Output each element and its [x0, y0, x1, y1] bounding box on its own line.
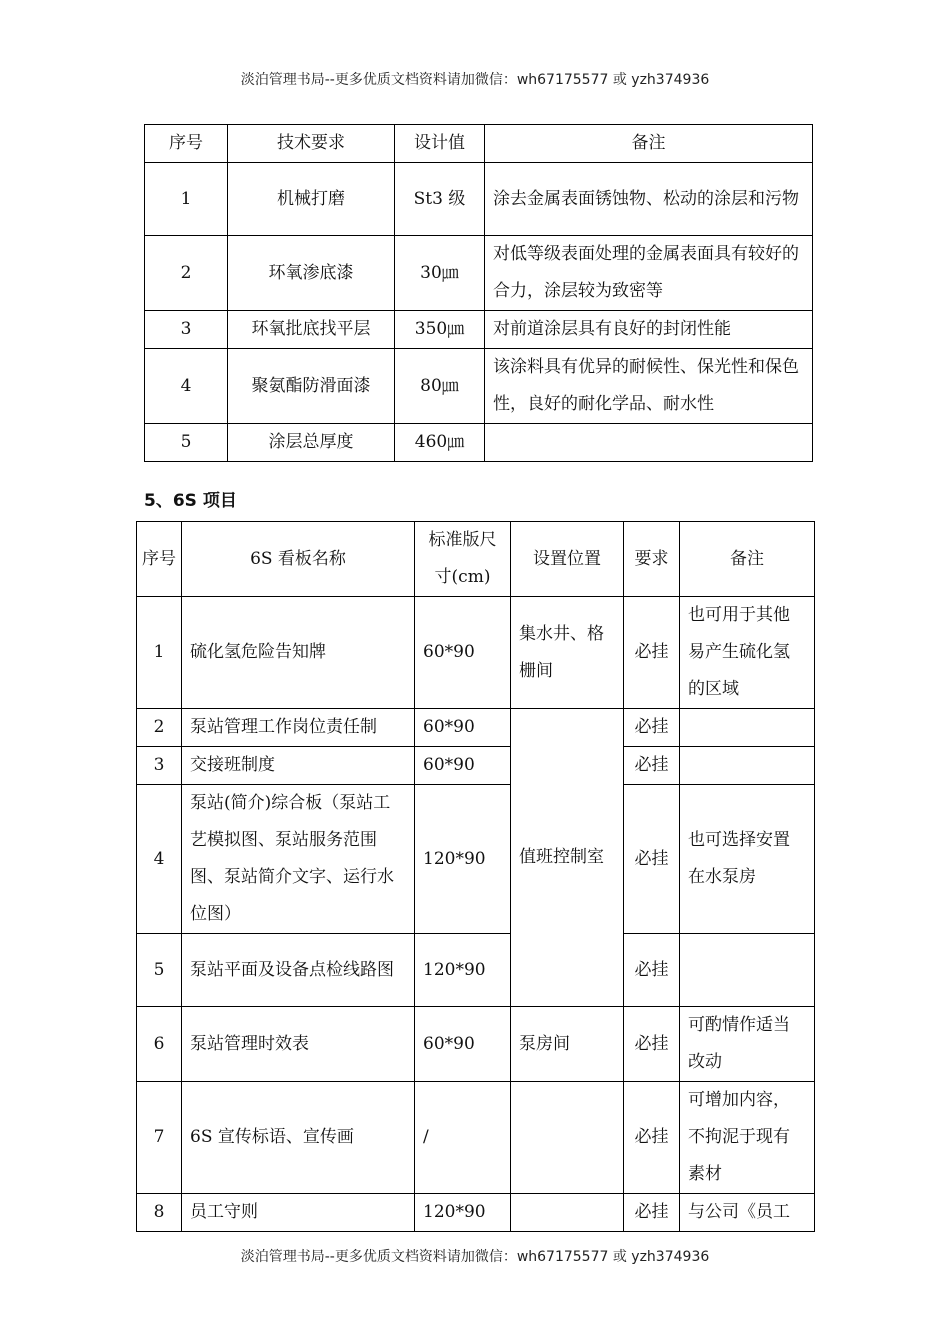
requirement: 必挂 — [624, 785, 680, 934]
board-size: 60*90 — [415, 747, 511, 785]
remark: 也可选择安置在水泵房 — [680, 785, 815, 934]
requirement: 必挂 — [624, 934, 680, 1007]
remark — [680, 709, 815, 747]
board-size: / — [415, 1082, 511, 1194]
col-header: 设计值 — [395, 125, 485, 163]
table-row — [137, 934, 815, 1007]
requirement: 必挂 — [624, 1007, 680, 1082]
col-header: 设置位置 — [511, 522, 624, 597]
col-header: 序号 — [137, 522, 182, 597]
remark: 该涂料具有优异的耐候性、保光性和保色性，良好的耐化学品、耐水性 — [485, 349, 813, 424]
board-size: 120*90 — [415, 934, 511, 1007]
row-number: 4 — [137, 785, 182, 934]
row-number: 5 — [137, 934, 182, 1007]
remark: 涂去金属表面锈蚀物、松动的涂层和污物 — [485, 163, 813, 236]
row-number: 7 — [137, 1082, 182, 1194]
requirement: 必挂 — [624, 747, 680, 785]
requirement: 必挂 — [624, 1194, 680, 1232]
table-row — [145, 311, 813, 349]
row-number: 8 — [137, 1194, 182, 1232]
row-number: 2 — [137, 709, 182, 747]
table-row — [145, 163, 813, 236]
board-size: 60*90 — [415, 1007, 511, 1082]
location: 值班控制室 — [511, 709, 624, 1007]
page-header: 淡泊管理书局--更多优质文档资料请加微信：wh67175577 或 yzh374936 — [240, 72, 710, 88]
remark: 与公司《员工 — [680, 1194, 815, 1232]
location: 泵房间 — [511, 1007, 624, 1082]
table-header-row — [145, 125, 813, 163]
remark: 可增加内容，不拘泥于现有素材 — [680, 1082, 815, 1194]
table-row — [137, 747, 815, 785]
col-header: 标准版尺寸(cm) — [415, 522, 511, 597]
board-size: 60*90 — [415, 709, 511, 747]
board-size: 60*90 — [415, 597, 511, 709]
table-row — [145, 424, 813, 462]
remark — [485, 424, 813, 462]
table-row — [137, 1082, 815, 1194]
remark: 也可用于其他易产生硫化氢的区域 — [680, 597, 815, 709]
board-name: 硫化氢危险告知牌 — [182, 597, 415, 709]
requirement: 涂层总厚度 — [228, 424, 395, 462]
row-number: 2 — [145, 236, 228, 311]
row-number: 1 — [145, 163, 228, 236]
requirement: 聚氨酯防滑面漆 — [228, 349, 395, 424]
row-number: 5 — [145, 424, 228, 462]
remark — [680, 934, 815, 1007]
requirement: 环氧渗底漆 — [228, 236, 395, 311]
col-header: 6S 看板名称 — [182, 522, 415, 597]
location — [511, 1194, 624, 1232]
board-size: 120*90 — [415, 785, 511, 934]
remark: 对低等级表面处理的金属表面具有较好的合力，涂层较为致密等 — [485, 236, 813, 311]
board-size: 120*90 — [415, 1194, 511, 1232]
table-row — [137, 1007, 815, 1082]
board-name: 交接班制度 — [182, 747, 415, 785]
row-number: 1 — [137, 597, 182, 709]
board-name: 泵站平面及设备点检线路图 — [182, 934, 415, 1007]
page-footer: 淡泊管理书局--更多优质文档资料请加微信：wh67175577 或 yzh374936 — [240, 1249, 710, 1265]
row-number: 3 — [145, 311, 228, 349]
requirement: 必挂 — [624, 1082, 680, 1194]
location — [511, 1082, 624, 1194]
remark: 可酌情作适当改动 — [680, 1007, 815, 1082]
row-number: 4 — [145, 349, 228, 424]
col-header: 备注 — [680, 522, 815, 597]
col-header: 要求 — [624, 522, 680, 597]
requirement: 必挂 — [624, 597, 680, 709]
col-header: 备注 — [485, 125, 813, 163]
coating-spec-table — [144, 124, 813, 462]
location: 集水井、格栅间 — [511, 597, 624, 709]
design-value: 350㎛ — [395, 311, 485, 349]
board-name: 泵站管理工作岗位责任制 — [182, 709, 415, 747]
table-row — [137, 1194, 815, 1232]
design-value: 460㎛ — [395, 424, 485, 462]
remark — [680, 747, 815, 785]
table-row — [137, 597, 815, 709]
6s-board-table — [136, 521, 815, 1232]
board-name: 员工守则 — [182, 1194, 415, 1232]
requirement: 环氧批底找平层 — [228, 311, 395, 349]
table-row — [145, 236, 813, 311]
col-header: 序号 — [145, 125, 228, 163]
table-header-row — [137, 522, 815, 597]
col-header: 技术要求 — [228, 125, 395, 163]
section-title: 5、6S 项目 — [144, 491, 237, 511]
requirement: 机械打磨 — [228, 163, 395, 236]
board-name: 泵站管理时效表 — [182, 1007, 415, 1082]
row-number: 6 — [137, 1007, 182, 1082]
design-value: St3 级 — [395, 163, 485, 236]
board-name: 6S 宣传标语、宣传画 — [182, 1082, 415, 1194]
table-row — [145, 349, 813, 424]
design-value: 30㎛ — [395, 236, 485, 311]
table-row — [137, 709, 815, 747]
board-name: 泵站(简介)综合板（泵站工艺模拟图、泵站服务范围图、泵站简介文字、运行水位图） — [182, 785, 415, 934]
table-row — [137, 785, 815, 934]
requirement: 必挂 — [624, 709, 680, 747]
row-number: 3 — [137, 747, 182, 785]
design-value: 80㎛ — [395, 349, 485, 424]
remark: 对前道涂层具有良好的封闭性能 — [485, 311, 813, 349]
